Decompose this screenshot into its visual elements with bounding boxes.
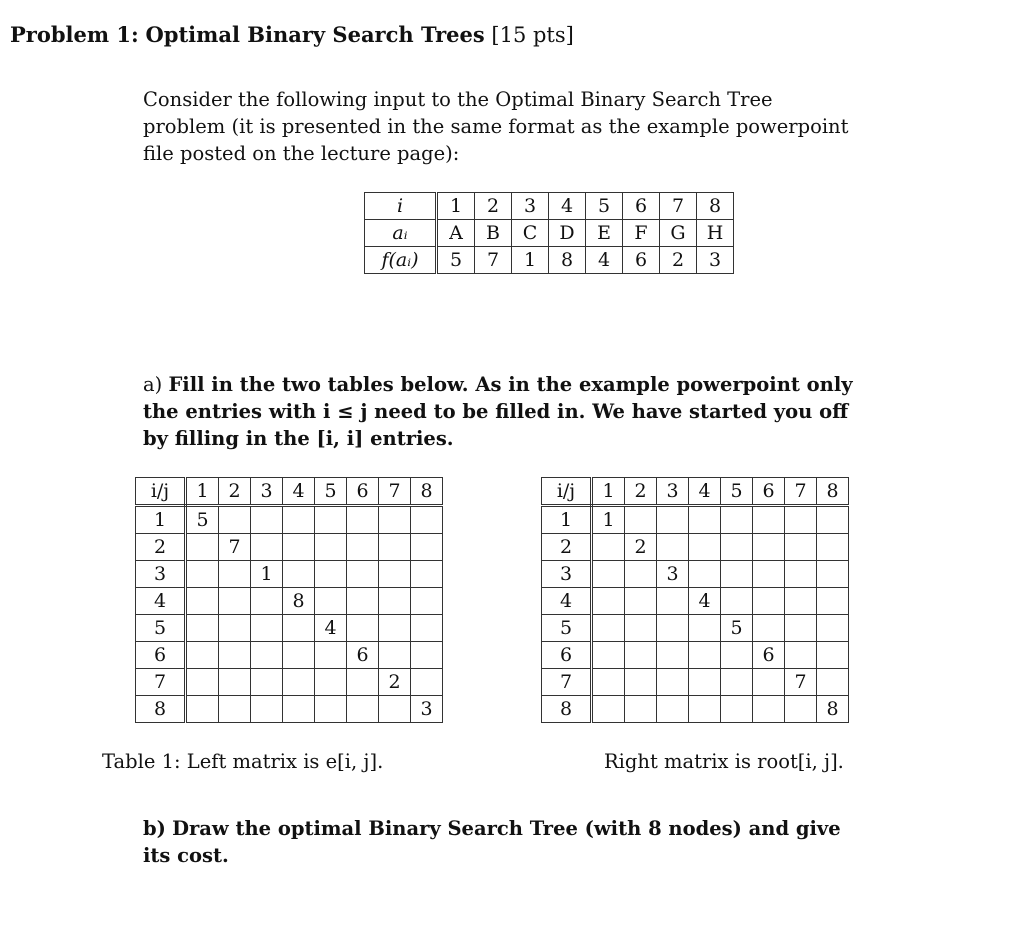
matrix-row	[542, 561, 849, 588]
matrix-empty-cell	[186, 696, 219, 723]
matrix-row	[542, 588, 849, 615]
matrix-empty-cell[interactable]	[817, 588, 849, 615]
index-cell: 1	[437, 193, 475, 220]
matrix-diagonal-cell: 4	[689, 588, 721, 615]
matrix-empty-cell	[625, 615, 657, 642]
matrix-empty-cell[interactable]	[411, 615, 443, 642]
matrix-empty-cell	[347, 696, 379, 723]
matrix-row	[136, 534, 443, 561]
row-label-i: i	[365, 193, 437, 220]
matrix-row-header: 2	[542, 534, 592, 561]
matrix-empty-cell[interactable]	[347, 534, 379, 561]
index-cell: 2	[475, 193, 512, 220]
matrix-empty-cell[interactable]	[315, 506, 347, 534]
matrix-header-row	[542, 478, 849, 506]
matrix-empty-cell	[625, 642, 657, 669]
matrix-row-header: 8	[136, 696, 186, 723]
matrix-diagonal-cell: 1	[251, 561, 283, 588]
part-b-instructions	[143, 815, 859, 869]
matrix-empty-cell	[657, 615, 689, 642]
problem-heading	[10, 22, 574, 47]
matrix-empty-cell[interactable]	[721, 506, 753, 534]
matrix-diagonal-cell: 6	[753, 642, 785, 669]
matrix-row	[136, 642, 443, 669]
matrix-empty-cell	[347, 669, 379, 696]
matrix-empty-cell[interactable]	[817, 642, 849, 669]
matrix-diagonal-cell: 6	[347, 642, 379, 669]
matrix-empty-cell[interactable]	[625, 506, 657, 534]
part-b-text: Draw the optimal Binary Search Tree (with 8 nodes) and give its cost.	[143, 817, 841, 867]
problem-points: [15 pts]	[491, 23, 574, 47]
matrix-empty-cell	[251, 669, 283, 696]
matrix-empty-cell	[592, 642, 625, 669]
intro-paragraph: Consider the following input to the Optimal Binary Search Tree problem (it is presented in the same format as the example powerpoint file posted on the lecture page):	[143, 88, 849, 165]
matrix-empty-cell[interactable]	[283, 561, 315, 588]
matrix-empty-cell[interactable]	[721, 588, 753, 615]
matrix-empty-cell	[283, 669, 315, 696]
matrix-empty-cell[interactable]	[411, 561, 443, 588]
matrix-row	[542, 506, 849, 534]
frequency-table	[364, 192, 734, 274]
part-a-instructions	[143, 371, 859, 452]
matrix-diagonal-cell: 2	[379, 669, 411, 696]
matrix-col-header: 1	[186, 478, 219, 506]
caption-right: Right matrix is root[i, j].	[604, 750, 844, 773]
matrix-row	[542, 696, 849, 723]
matrix-col-header: 8	[411, 478, 443, 506]
matrix-empty-cell[interactable]	[785, 615, 817, 642]
matrix-empty-cell[interactable]	[721, 534, 753, 561]
matrix-empty-cell[interactable]	[817, 534, 849, 561]
matrix-row	[136, 506, 443, 534]
matrix-empty-cell	[592, 534, 625, 561]
matrix-empty-cell[interactable]	[689, 534, 721, 561]
matrix-empty-cell[interactable]	[411, 642, 443, 669]
matrix-empty-cell[interactable]	[347, 615, 379, 642]
row-label-fai: f(aᵢ)	[365, 247, 437, 274]
matrix-header-row	[136, 478, 443, 506]
matrix-empty-cell	[186, 561, 219, 588]
matrix-empty-cell	[379, 696, 411, 723]
matrix-empty-cell[interactable]	[347, 588, 379, 615]
matrix-empty-cell	[625, 696, 657, 723]
matrix-col-header: 4	[689, 478, 721, 506]
matrix-row-header: 3	[136, 561, 186, 588]
key-cell: B	[475, 220, 512, 247]
matrix-empty-cell[interactable]	[753, 561, 785, 588]
matrix-col-header: 2	[219, 478, 251, 506]
matrix-diagonal-cell: 8	[817, 696, 849, 723]
matrix-row	[542, 642, 849, 669]
matrix-empty-cell	[753, 669, 785, 696]
matrix-empty-cell	[721, 669, 753, 696]
matrix-empty-cell	[753, 696, 785, 723]
key-row	[365, 220, 734, 247]
matrix-corner-label: i/j	[542, 478, 592, 506]
matrix-empty-cell	[721, 696, 753, 723]
matrix-empty-cell	[689, 696, 721, 723]
freq-cell: 8	[549, 247, 586, 274]
matrix-root	[541, 477, 849, 723]
index-row	[365, 193, 734, 220]
matrix-row-header: 7	[542, 669, 592, 696]
matrix-empty-cell	[251, 615, 283, 642]
matrix-empty-cell	[689, 615, 721, 642]
matrix-empty-cell	[283, 696, 315, 723]
matrix-diagonal-cell: 7	[219, 534, 251, 561]
matrix-empty-cell[interactable]	[785, 588, 817, 615]
matrix-empty-cell[interactable]	[347, 506, 379, 534]
matrix-row-header: 6	[542, 642, 592, 669]
key-cell: C	[512, 220, 549, 247]
problem-number: Problem 1:	[10, 22, 139, 47]
matrix-empty-cell	[315, 642, 347, 669]
matrix-row	[136, 588, 443, 615]
matrix-empty-cell	[186, 534, 219, 561]
freq-cell: 5	[437, 247, 475, 274]
matrix-empty-cell[interactable]	[721, 561, 753, 588]
matrix-diagonal-cell: 3	[411, 696, 443, 723]
matrix-empty-cell	[625, 561, 657, 588]
matrix-empty-cell[interactable]	[251, 506, 283, 534]
problem-title: Optimal Binary Search Trees	[145, 22, 485, 47]
matrix-empty-cell	[657, 669, 689, 696]
matrix-empty-cell	[592, 588, 625, 615]
matrix-col-header: 5	[315, 478, 347, 506]
freq-cell: 3	[697, 247, 734, 274]
part-a-text: Fill in the two tables below. As in the example powerpoint only the entries with i ≤ j need to be filled in. We have started you off by filling in the [i, i] entries.	[143, 373, 853, 450]
matrix-empty-cell[interactable]	[817, 615, 849, 642]
matrix-empty-cell	[689, 669, 721, 696]
matrix-col-header: 3	[657, 478, 689, 506]
index-cell: 5	[586, 193, 623, 220]
caption-left: Table 1: Left matrix is e[i, j].	[102, 750, 384, 773]
index-cell: 6	[623, 193, 660, 220]
matrix-empty-cell	[219, 669, 251, 696]
matrix-empty-cell	[219, 696, 251, 723]
freq-cell: 4	[586, 247, 623, 274]
matrix-empty-cell[interactable]	[657, 506, 689, 534]
matrix-empty-cell[interactable]	[411, 534, 443, 561]
matrix-empty-cell	[625, 669, 657, 696]
matrix-row	[136, 669, 443, 696]
matrix-col-header: 6	[347, 478, 379, 506]
matrix-empty-cell[interactable]	[411, 669, 443, 696]
matrix-row	[542, 534, 849, 561]
key-cell: D	[549, 220, 586, 247]
matrix-empty-cell[interactable]	[283, 534, 315, 561]
matrix-diagonal-cell: 3	[657, 561, 689, 588]
matrix-empty-cell	[315, 696, 347, 723]
matrix-empty-cell[interactable]	[785, 506, 817, 534]
index-cell: 3	[512, 193, 549, 220]
matrix-diagonal-cell: 5	[721, 615, 753, 642]
matrix-row-header: 1	[542, 506, 592, 534]
matrix-empty-cell[interactable]	[817, 561, 849, 588]
matrix-empty-cell[interactable]	[379, 561, 411, 588]
matrix-empty-cell[interactable]	[411, 588, 443, 615]
matrix-empty-cell	[219, 642, 251, 669]
freq-cell: 2	[660, 247, 697, 274]
matrix-col-header: 5	[721, 478, 753, 506]
matrix-empty-cell[interactable]	[379, 506, 411, 534]
matrix-empty-cell	[592, 561, 625, 588]
matrix-empty-cell	[625, 588, 657, 615]
row-label-ai: aᵢ	[365, 220, 437, 247]
index-cell: 7	[660, 193, 697, 220]
matrix-row	[136, 615, 443, 642]
matrix-empty-cell[interactable]	[315, 561, 347, 588]
matrix-row-header: 3	[542, 561, 592, 588]
matrix-empty-cell[interactable]	[347, 561, 379, 588]
matrix-col-header: 6	[753, 478, 785, 506]
matrix-col-header: 7	[785, 478, 817, 506]
matrix-e	[135, 477, 443, 723]
matrix-empty-cell[interactable]	[251, 534, 283, 561]
key-cell: G	[660, 220, 697, 247]
matrix-empty-cell[interactable]	[689, 561, 721, 588]
matrix-row-header: 2	[136, 534, 186, 561]
matrix-empty-cell[interactable]	[379, 642, 411, 669]
matrix-empty-cell[interactable]	[379, 615, 411, 642]
matrix-col-header: 8	[817, 478, 849, 506]
matrix-row-header: 8	[542, 696, 592, 723]
key-cell: F	[623, 220, 660, 247]
matrix-empty-cell[interactable]	[283, 506, 315, 534]
matrix-empty-cell	[785, 696, 817, 723]
matrix-empty-cell	[186, 669, 219, 696]
matrix-empty-cell[interactable]	[315, 534, 347, 561]
matrix-corner-label: i/j	[136, 478, 186, 506]
matrix-diagonal-cell: 2	[625, 534, 657, 561]
matrix-empty-cell[interactable]	[753, 506, 785, 534]
matrix-empty-cell[interactable]	[753, 534, 785, 561]
matrix-empty-cell[interactable]	[817, 669, 849, 696]
matrix-row-header: 5	[136, 615, 186, 642]
matrix-empty-cell	[186, 588, 219, 615]
matrix-row	[136, 561, 443, 588]
matrix-empty-cell	[186, 615, 219, 642]
matrix-col-header: 1	[592, 478, 625, 506]
index-cell: 4	[549, 193, 586, 220]
matrix-row-header: 6	[136, 642, 186, 669]
matrix-row-header: 1	[136, 506, 186, 534]
matrix-col-header: 2	[625, 478, 657, 506]
matrix-empty-cell[interactable]	[785, 642, 817, 669]
part-b-label: b)	[143, 817, 166, 840]
matrix-empty-cell[interactable]	[657, 534, 689, 561]
part-a-label: a)	[143, 373, 163, 396]
matrix-empty-cell[interactable]	[785, 561, 817, 588]
matrix-empty-cell[interactable]	[785, 534, 817, 561]
matrix-empty-cell[interactable]	[689, 506, 721, 534]
matrix-empty-cell	[592, 696, 625, 723]
matrix-col-header: 4	[283, 478, 315, 506]
frequency-row	[365, 247, 734, 274]
matrix-empty-cell	[251, 642, 283, 669]
matrix-diagonal-cell: 4	[315, 615, 347, 642]
matrix-empty-cell	[186, 642, 219, 669]
matrix-empty-cell[interactable]	[411, 506, 443, 534]
freq-cell: 7	[475, 247, 512, 274]
matrix-diagonal-cell: 8	[283, 588, 315, 615]
matrix-diagonal-cell: 1	[592, 506, 625, 534]
matrix-row-header: 4	[542, 588, 592, 615]
matrix-row	[542, 669, 849, 696]
matrix-empty-cell[interactable]	[315, 588, 347, 615]
matrix-row	[542, 615, 849, 642]
matrix-row-header: 7	[136, 669, 186, 696]
matrix-empty-cell	[219, 588, 251, 615]
freq-cell: 6	[623, 247, 660, 274]
matrix-empty-cell	[657, 642, 689, 669]
matrix-empty-cell[interactable]	[753, 615, 785, 642]
matrix-diagonal-cell: 7	[785, 669, 817, 696]
matrix-empty-cell	[592, 615, 625, 642]
key-cell: H	[697, 220, 734, 247]
freq-cell: 1	[512, 247, 549, 274]
matrix-empty-cell	[721, 642, 753, 669]
matrix-empty-cell	[315, 669, 347, 696]
matrix-row-header: 4	[136, 588, 186, 615]
matrix-empty-cell	[657, 588, 689, 615]
matrix-empty-cell	[657, 696, 689, 723]
matrix-empty-cell	[283, 615, 315, 642]
matrix-diagonal-cell: 5	[186, 506, 219, 534]
matrix-empty-cell	[251, 588, 283, 615]
matrix-empty-cell	[219, 561, 251, 588]
matrix-empty-cell[interactable]	[379, 534, 411, 561]
key-cell: A	[437, 220, 475, 247]
matrix-empty-cell	[592, 669, 625, 696]
matrix-empty-cell	[251, 696, 283, 723]
matrix-empty-cell	[219, 615, 251, 642]
matrix-row	[136, 696, 443, 723]
matrix-empty-cell	[283, 642, 315, 669]
key-cell: E	[586, 220, 623, 247]
matrix-empty-cell	[689, 642, 721, 669]
matrix-row-header: 5	[542, 615, 592, 642]
matrix-col-header: 3	[251, 478, 283, 506]
matrix-empty-cell[interactable]	[817, 506, 849, 534]
index-cell: 8	[697, 193, 734, 220]
matrix-empty-cell[interactable]	[379, 588, 411, 615]
matrix-empty-cell[interactable]	[219, 506, 251, 534]
matrix-empty-cell[interactable]	[753, 588, 785, 615]
matrix-col-header: 7	[379, 478, 411, 506]
